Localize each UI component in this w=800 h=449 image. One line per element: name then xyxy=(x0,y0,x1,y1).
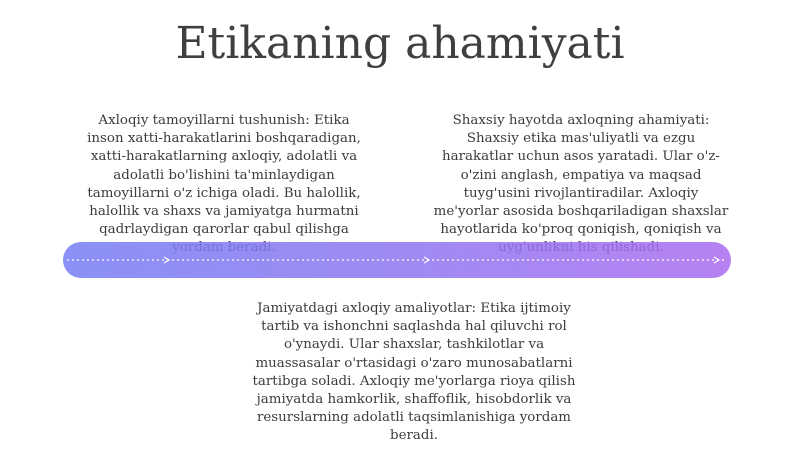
timeline-bar xyxy=(63,242,731,278)
section-personal-life-ethics: Shaxsiy hayotda axloqning ahamiyati: Shaxsiy etika mas'uliyatli va ezgu harakatlar uchun asos yaratadi. Ular o'z- o'zini anglash, empatiya va maqsad tuyg'usini rivojlantiradilar. Axloqiy me'yorlar asosida boshqariladigan shaxslar hayotlarida ko'proq qoniqish, qoniqish va xyxy=(433,113,729,238)
timeline-arrow-icon xyxy=(714,257,719,263)
timeline-arrow-icon xyxy=(164,257,169,263)
timeline-arrow-icon xyxy=(424,257,429,263)
slide-title: Etikaning ahamiyati xyxy=(175,18,625,69)
section-ethical-principles: Axloqiy tamoyillarni tushunish: Etika inson xatti-harakatlarini boshqaradigan, xatti-harakatlarning axloqiy, adolatli va adolatli bo'lishini ta'minlaydigan tamoyillarni o'z ichiga oladi. Bu halollik, halollik va shaxs va jamiyatga hurmatni qadrlaydigan qarorlar qabul qilishga xyxy=(87,113,361,238)
timeline-arrows xyxy=(63,242,731,278)
section-society-ethics: Jamiyatdagi axloqiy amaliyotlar: Etika ijtimoiy tartib va ishonchni saqlashda hal qiluvchi rol o'ynaydi. Ular shaxslar, tashkilotlar va muassasalar o'rtasidagi o'zaro munosabatlarni tartibga soladi. Axloqiy me'yorlarga rioya qilish jamiyatda hamkorlik, shaffoflik, hisobdorlik va resurslarning adolatli taqsimlanishiga yordam beradi. xyxy=(252,301,576,444)
